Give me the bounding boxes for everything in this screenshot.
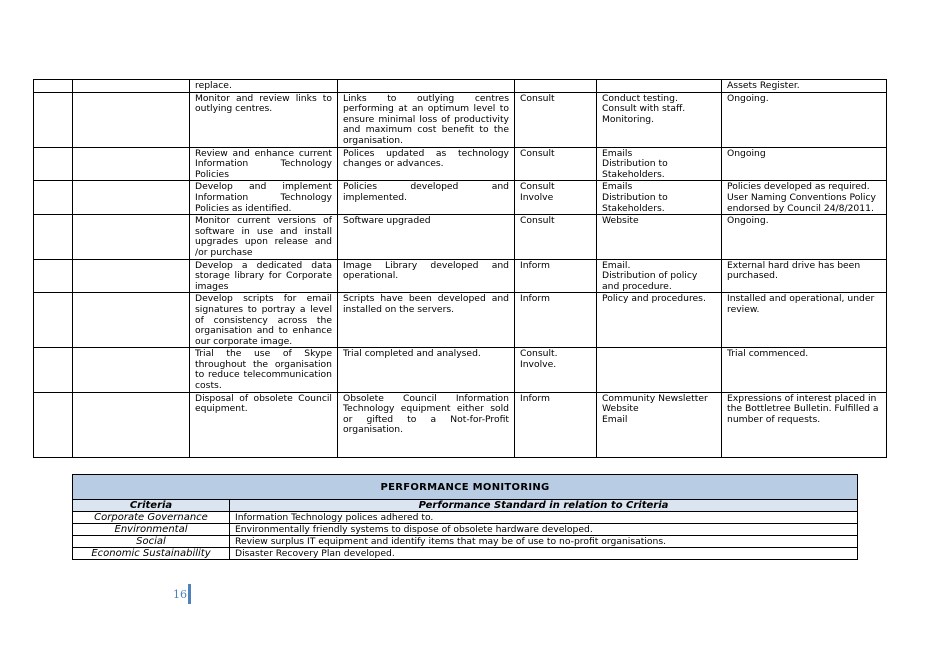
table-row (34, 392, 887, 457)
table-row (34, 348, 887, 392)
action-cell: Develop a dedicated data storage library for Corporate images (190, 259, 338, 293)
engagement-cell: Inform (515, 293, 597, 348)
table-row (34, 293, 887, 348)
standard-cell: Information Technology polices adhered to. (230, 512, 858, 524)
action-cell: Develop and implement Information Technology Policies as identified. (190, 181, 338, 215)
status-cell: Ongoing (722, 147, 887, 181)
criteria-cell: Environmental (73, 524, 230, 536)
outcome-cell: Scripts have been developed and installed on the servers. (338, 293, 515, 348)
standard-cell: Review surplus IT equipment and identify items that may be of use to no-profit organisations. (230, 536, 858, 548)
col-b-cell (73, 80, 190, 93)
outcome-cell: Polices updated as technology changes or advances. (338, 147, 515, 181)
criteria-header: Criteria (73, 500, 230, 512)
engagement-cell: Consult (515, 92, 597, 147)
standard-cell: Disaster Recovery Plan developed. (230, 548, 858, 560)
method-cell: Email. Distribution of policy and procedure. (597, 259, 722, 293)
status-cell: Policies developed as required. User Naming Conventions Policy endorsed by Council 24/8/2011. (722, 181, 887, 215)
page-number-bar (188, 584, 191, 604)
method-cell (597, 80, 722, 93)
method-cell: Policy and procedures. (597, 293, 722, 348)
action-cell: Monitor current versions of software in use and install upgrades upon release and /or purchase (190, 215, 338, 259)
engagement-cell: Inform (515, 259, 597, 293)
col-a-cell (34, 147, 73, 181)
table-row (34, 80, 887, 93)
performance-header-row (73, 500, 858, 512)
col-a-cell (34, 181, 73, 215)
action-plan-table (33, 79, 887, 458)
outcome-cell: Obsolete Council Information Technology equipment either sold or gifted to a Not-for-Profit organisation. (338, 392, 515, 457)
outcome-cell: Software upgraded (338, 215, 515, 259)
engagement-cell: Consult Involve (515, 181, 597, 215)
col-a-cell (34, 392, 73, 457)
criteria-cell: Corporate Governance (73, 512, 230, 524)
outcome-cell: Links to outlying centres performing at an optimum level to ensure minimal loss of productivity and maximum cost benefit to the organisation. (338, 92, 515, 147)
method-cell: Emails Distribution to Stakeholders. (597, 147, 722, 181)
outcome-cell (338, 80, 515, 93)
engagement-cell (515, 80, 597, 93)
method-cell: Emails Distribution to Stakeholders. (597, 181, 722, 215)
criteria-cell: Economic Sustainability (73, 548, 230, 560)
status-cell: Installed and operational, under review. (722, 293, 887, 348)
col-a-cell (34, 293, 73, 348)
action-cell: Trial the use of Skype throughout the organisation to reduce telecommunication costs. (190, 348, 338, 392)
performance-row (73, 524, 858, 536)
col-b-cell (73, 181, 190, 215)
page-number: 16 (173, 588, 187, 601)
method-cell: Conduct testing. Consult with staff. Monitoring. (597, 92, 722, 147)
col-b-cell (73, 348, 190, 392)
status-cell: Ongoing. (722, 215, 887, 259)
status-cell: Assets Register. (722, 80, 887, 93)
outcome-cell: Policies developed and implemented. (338, 181, 515, 215)
performance-row (73, 548, 858, 560)
performance-title: PERFORMANCE MONITORING (73, 475, 858, 500)
col-a-cell (34, 215, 73, 259)
outcome-cell: Image Library developed and operational. (338, 259, 515, 293)
col-b-cell (73, 215, 190, 259)
action-cell: Develop scripts for email signatures to portray a level of consistency across the organisation and to enhance our corporate image. (190, 293, 338, 348)
performance-row (73, 536, 858, 548)
table-row (34, 259, 887, 293)
engagement-cell: Consult (515, 215, 597, 259)
standard-header: Performance Standard in relation to Criteria (230, 500, 858, 512)
col-b-cell (73, 147, 190, 181)
criteria-cell: Social (73, 536, 230, 548)
col-a-cell (34, 80, 73, 93)
status-cell: Trial commenced. (722, 348, 887, 392)
col-b-cell (73, 392, 190, 457)
table-row (34, 92, 887, 147)
table-row (34, 181, 887, 215)
col-a-cell (34, 92, 73, 147)
table-row (34, 147, 887, 181)
engagement-cell: Consult. Involve. (515, 348, 597, 392)
col-b-cell (73, 259, 190, 293)
method-cell: Community Newsletter Website Email (597, 392, 722, 457)
action-cell: Disposal of obsolete Council equipment. (190, 392, 338, 457)
method-cell (597, 348, 722, 392)
action-plan-body (34, 80, 887, 458)
col-a-cell (34, 259, 73, 293)
engagement-cell: Consult (515, 147, 597, 181)
action-cell: Review and enhance current Information Technology Policies (190, 147, 338, 181)
action-cell: replace. (190, 80, 338, 93)
col-a-cell (34, 348, 73, 392)
performance-monitoring-table (72, 474, 858, 560)
status-cell: External hard drive has been purchased. (722, 259, 887, 293)
performance-row (73, 512, 858, 524)
table-row (34, 215, 887, 259)
performance-monitoring-body (73, 475, 858, 560)
col-b-cell (73, 293, 190, 348)
action-cell: Monitor and review links to outlying centres. (190, 92, 338, 147)
method-cell: Website (597, 215, 722, 259)
status-cell: Expressions of interest placed in the Bottletree Bulletin. Fulfilled a number of requests. (722, 392, 887, 457)
engagement-cell: Inform (515, 392, 597, 457)
outcome-cell: Trial completed and analysed. (338, 348, 515, 392)
standard-cell: Environmentally friendly systems to dispose of obsolete hardware developed. (230, 524, 858, 536)
status-cell: Ongoing. (722, 92, 887, 147)
col-b-cell (73, 92, 190, 147)
